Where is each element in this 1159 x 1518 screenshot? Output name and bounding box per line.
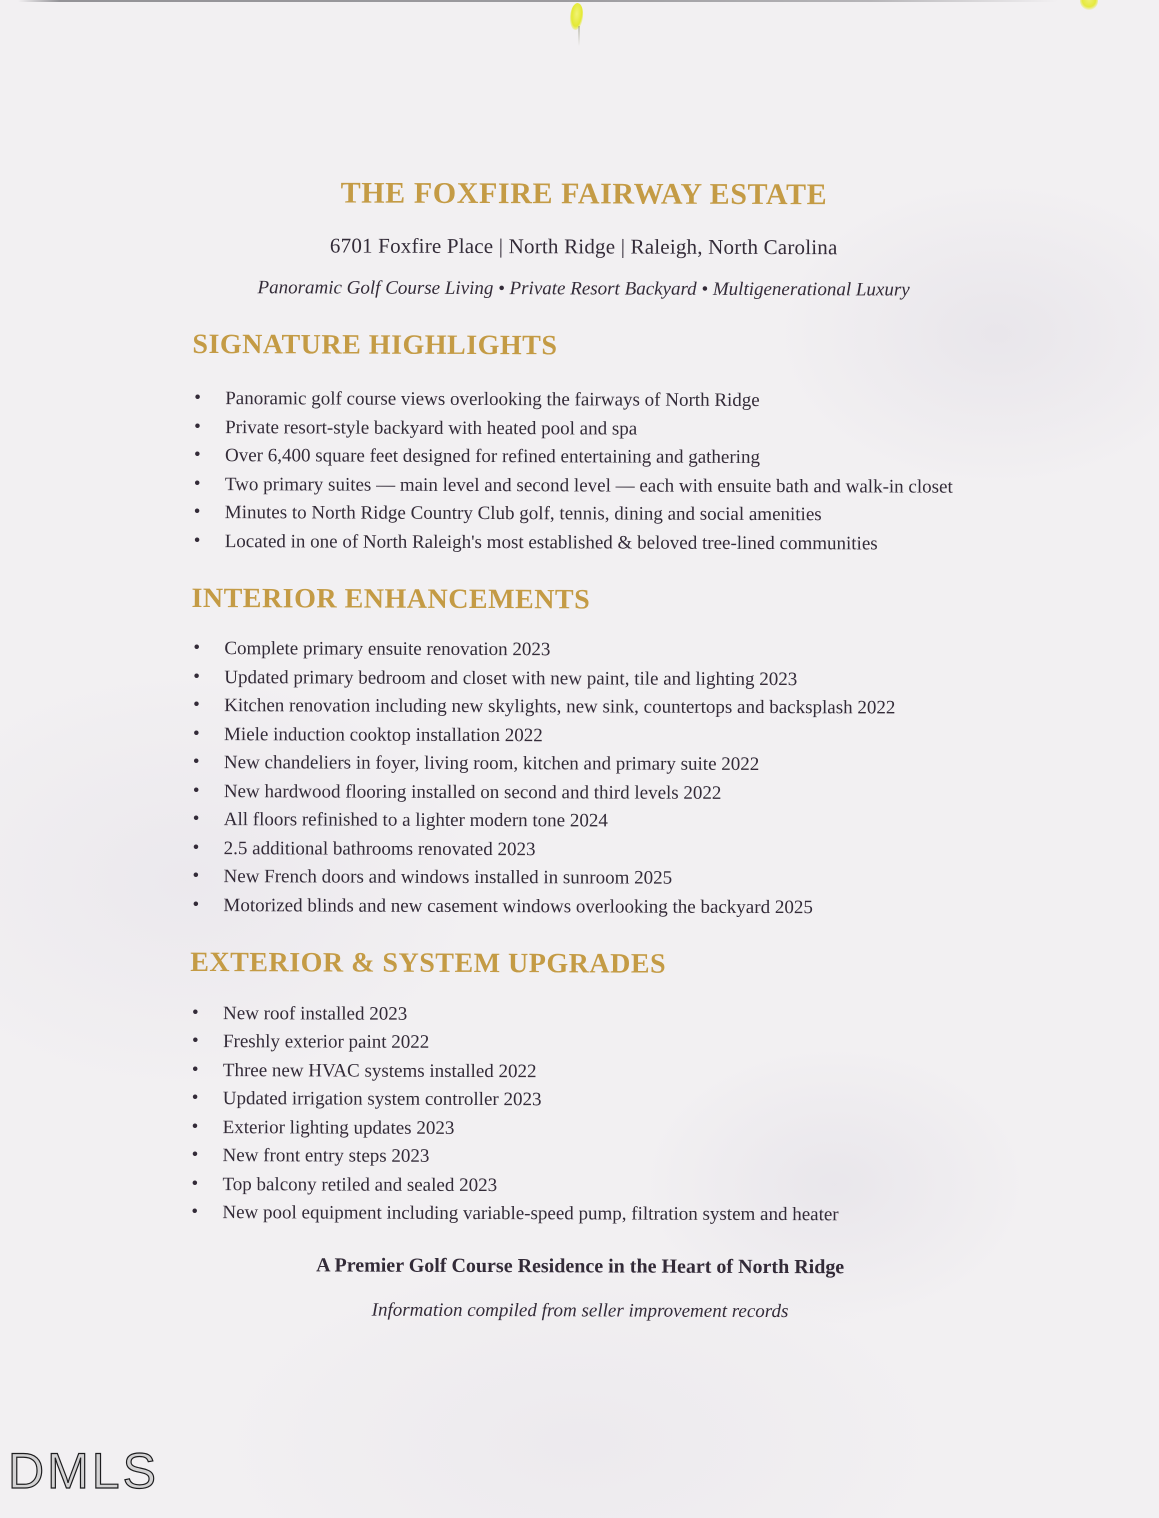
- dmls-watermark: DMLS: [8, 1443, 159, 1499]
- list-item-text: Panoramic golf course views overlooking the fairways of North Ridge: [225, 388, 760, 412]
- list-item-text: Top balcony retiled and sealed 2023: [222, 1173, 498, 1196]
- list-item: [191, 749, 973, 779]
- list-item: [191, 692, 973, 722]
- list-item-text: Updated primary bedroom and closet with new paint, tile and lighting 2023: [224, 666, 798, 690]
- list-item-text: Over 6,400 square feet designed for refined entertaining and gathering: [224, 445, 761, 469]
- list-item: [192, 471, 974, 501]
- list-item-text: Minutes to North Ridge Country Club golf, tennis, dining and social amenities: [224, 502, 822, 526]
- bullet-icon: •: [191, 1172, 199, 1194]
- bullet-icon: •: [191, 1201, 199, 1223]
- list-item: [190, 1085, 972, 1115]
- bullet-icon: •: [193, 694, 200, 716]
- list-item-text: New French doors and windows installed in sunroom 2025: [223, 866, 673, 890]
- list-item-text: New hardwood flooring installed on second and third levels 2022: [223, 780, 722, 804]
- bullet-icon: •: [191, 1144, 199, 1166]
- bullet-icon: •: [193, 665, 200, 687]
- bullet-icon: •: [191, 1115, 199, 1137]
- list-item: [189, 1171, 971, 1201]
- bullet-icon: •: [193, 444, 201, 466]
- bullet-icon: •: [192, 751, 200, 773]
- bullet-icon: •: [192, 1001, 199, 1023]
- bullet-icon: •: [192, 836, 200, 858]
- bullet-icon: •: [192, 779, 200, 801]
- list-item-text: Exterior lighting updates 2023: [222, 1116, 455, 1139]
- highlighter-mark-top-center: [569, 2, 585, 30]
- bullet-icon: •: [193, 637, 201, 659]
- list-item-text: New pool equipment including variable-speed pump, filtration system and heater: [222, 1202, 839, 1226]
- list-item: [190, 1000, 972, 1030]
- list-item: [191, 863, 973, 893]
- bullet-icon: •: [192, 865, 200, 887]
- list-item: [192, 528, 974, 558]
- list-item-text: Updated irrigation system controller 2023: [222, 1088, 542, 1111]
- list-item-text: Located in one of North Raleigh's most established & beloved tree-lined communities: [224, 530, 878, 555]
- list-item: [191, 635, 973, 665]
- list-item: [191, 778, 973, 808]
- property-address: 6701 Foxfire Place | North Ridge | Raleigh, North Carolina: [329, 233, 838, 260]
- section-heading: INTERIOR ENHANCEMENTS: [191, 583, 591, 616]
- list-item-text: New front entry steps 2023: [222, 1145, 430, 1167]
- list-item: [191, 835, 973, 865]
- list-item: [189, 1199, 971, 1229]
- bullet-icon: •: [193, 472, 201, 494]
- list-item: [192, 499, 974, 529]
- highlighter-mark-stem: [578, 26, 580, 46]
- list-item: [192, 414, 974, 444]
- list-item: [191, 664, 973, 694]
- section-heading: EXTERIOR & SYSTEM UPGRADES: [190, 947, 667, 981]
- sections-container: [189, 329, 974, 1229]
- document-content: [189, 176, 975, 1324]
- bullet-icon: •: [193, 529, 201, 551]
- list-item-text: Kitchen renovation including new skylights, new sink, countertops and backsplash 2022: [224, 695, 896, 719]
- list-item: [191, 806, 973, 836]
- list-item: [191, 721, 973, 751]
- page-title: THE FOXFIRE FAIRWAY ESTATE: [340, 176, 828, 212]
- document-section: [192, 329, 975, 558]
- bullet-icon: •: [194, 387, 201, 409]
- bullet-icon: •: [192, 893, 200, 915]
- list-item-text: Freshly exterior paint 2022: [222, 1031, 430, 1053]
- tagline: Panoramic Golf Course Living • Private Resort Backyard • Multigenerational Luxury: [257, 277, 910, 301]
- list-item-text: Complete primary ensuite renovation 2023: [224, 638, 551, 661]
- list-item: [190, 1028, 972, 1058]
- footer-note: Information compiled from seller improvement records: [371, 1299, 789, 1322]
- list-item-text: New chandeliers in foyer, living room, kitchen and primary suite 2022: [223, 752, 760, 776]
- bullet-icon: •: [194, 415, 201, 437]
- list-item: [190, 1142, 972, 1172]
- list-item-text: New roof installed 2023: [223, 1002, 408, 1025]
- section-heading: SIGNATURE HIGHLIGHTS: [192, 328, 558, 362]
- list-item: [190, 1114, 972, 1144]
- document-section: [190, 583, 973, 922]
- list-item: [190, 1057, 972, 1087]
- scan-edge-artifact: [18, 0, 1058, 2]
- bullet-list: [190, 635, 973, 922]
- list-item: [190, 892, 972, 922]
- bullet-list: [192, 385, 975, 558]
- list-item-text: Private resort-style backyard with heated pool and spa: [225, 416, 638, 440]
- bullet-icon: •: [191, 1087, 199, 1109]
- list-item-text: Three new HVAC systems installed 2022: [222, 1059, 537, 1082]
- list-item: [192, 442, 974, 472]
- bullet-icon: •: [191, 1058, 199, 1080]
- bullet-icon: •: [193, 722, 200, 744]
- bullet-icon: •: [192, 808, 200, 830]
- document-section: [189, 947, 972, 1229]
- bullet-icon: •: [191, 1030, 199, 1052]
- list-item-text: 2.5 additional bathrooms renovated 2023: [223, 837, 536, 861]
- list-item-text: All floors refinished to a lighter modern tone 2024: [223, 809, 608, 832]
- highlighter-mark-top-right: [1080, 0, 1098, 10]
- list-item-text: Two primary suites — main level and second level — each with ensuite bath and walk-in closet: [224, 473, 953, 498]
- list-item: [192, 385, 974, 415]
- bullet-list: [189, 1000, 972, 1230]
- footer-headline: A Premier Golf Course Residence in the Heart of North Ridge: [316, 1253, 845, 1278]
- list-item-text: Miele induction cooktop installation 2022: [224, 723, 543, 747]
- bullet-icon: •: [193, 501, 201, 523]
- list-item-text: Motorized blinds and new casement windows overlooking the backyard 2025: [223, 894, 813, 919]
